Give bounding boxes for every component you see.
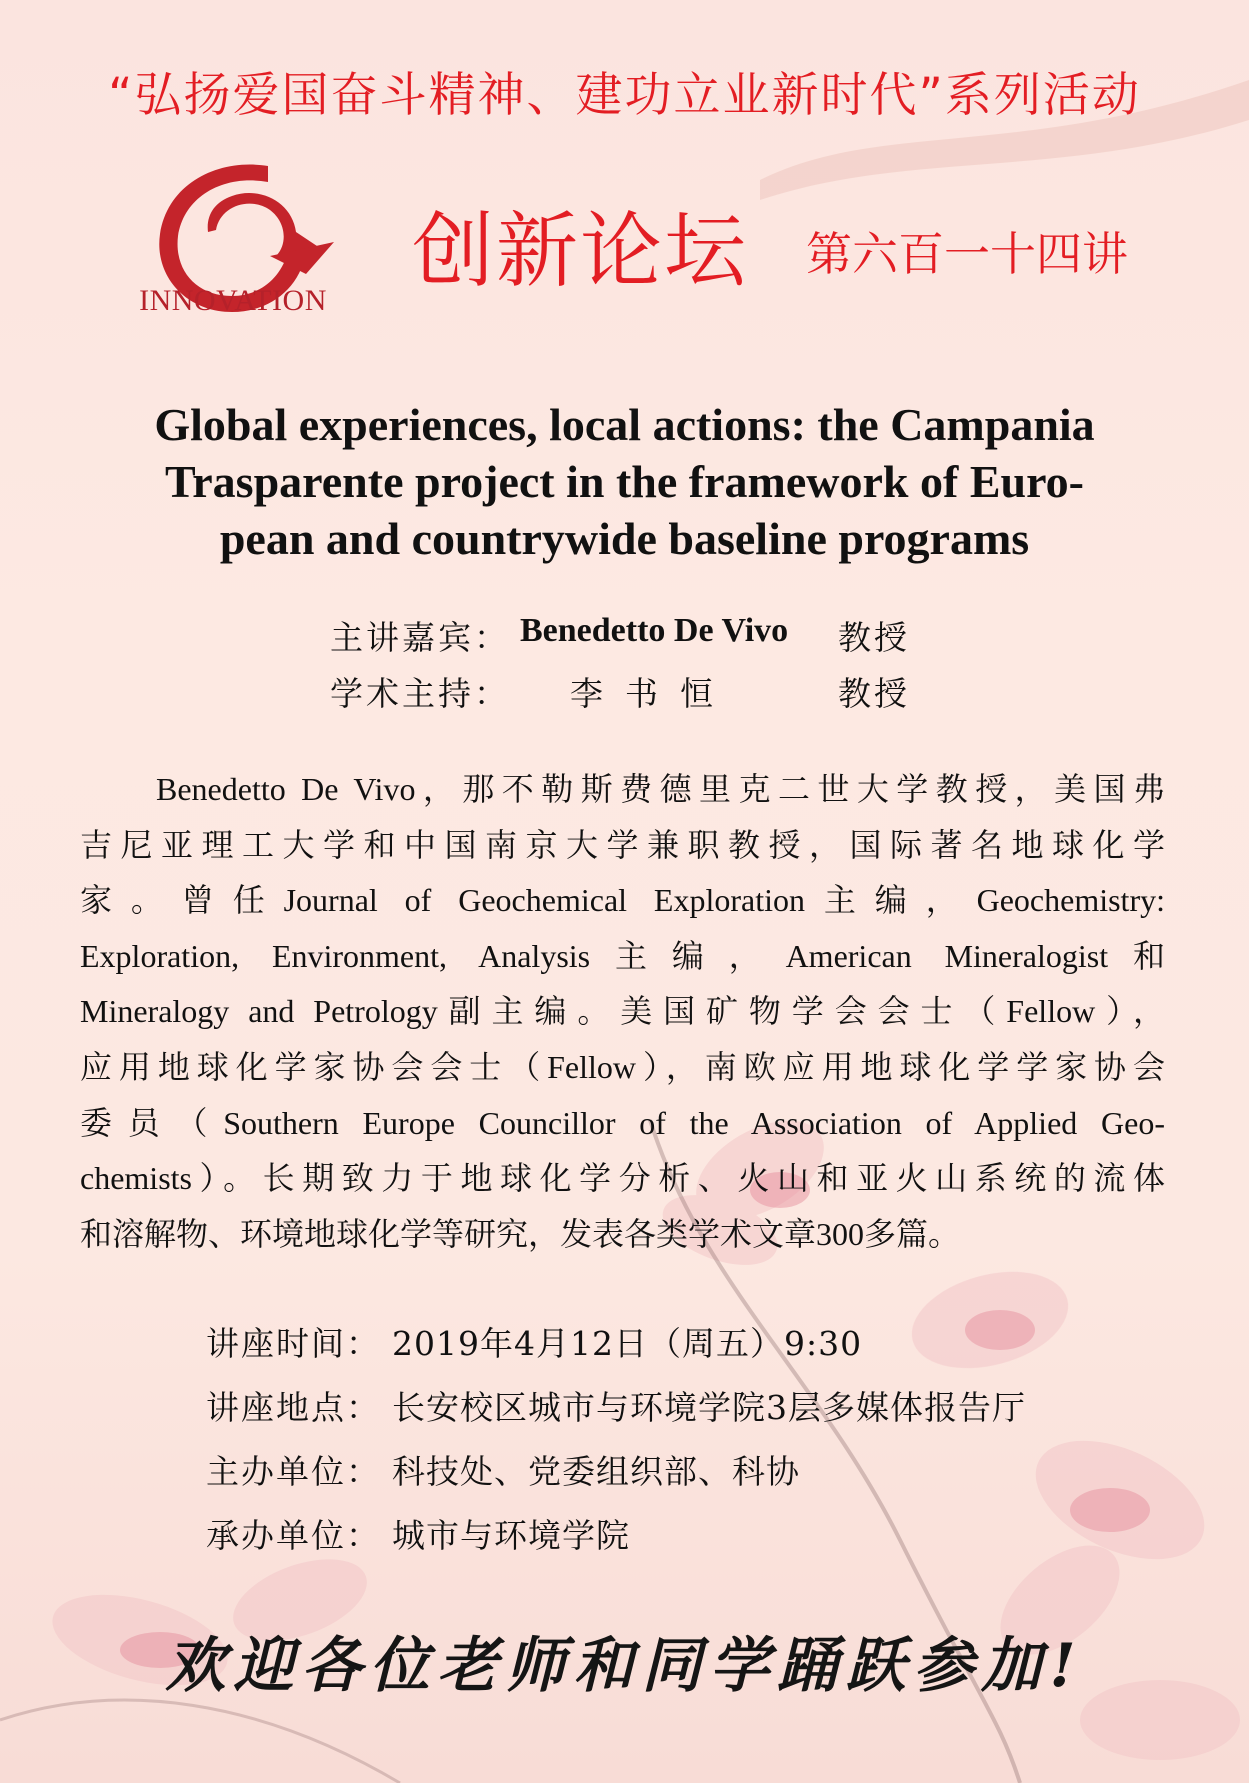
logo-text: INNOVATION — [139, 284, 327, 317]
host-title: 教授 — [838, 674, 910, 713]
host-name: 李书恒 — [570, 674, 735, 713]
bio-line: Mineralogy and Petrology副主编。美国矿物学会会士（Fellow）， — [80, 993, 1165, 1030]
bio-line: Exploration, Environment, Analysis主编，American Mineralogist和 — [80, 937, 1165, 974]
bio-line: chemists）。长期致力于地球化学分析、火山和亚火山系统的流体 — [80, 1160, 1165, 1197]
speaker-name: Benedetto De Vivo — [520, 612, 789, 649]
lecture-number: 第六百一十四讲 — [806, 227, 1128, 281]
time-value: 2019年4月12日（周五）9:30 — [392, 1324, 863, 1363]
speaker-title: 教授 — [838, 618, 910, 657]
host-label: 学术主持： — [330, 674, 510, 713]
talk-title-line: pean and countrywide baseline programs — [219, 513, 1030, 564]
place-label: 讲座地点： — [206, 1388, 381, 1427]
talk-title-line: Trasparente project in the framework of Euro- — [165, 456, 1084, 507]
bio-line: Benedetto De Vivo，那不勒斯费德里克二世大学教授，美国弗 — [156, 771, 1165, 807]
speaker-biography — [80, 762, 1165, 1262]
bio-line: 家。曾任Journal of Geochemical Exploration主编，Geochemistry: — [80, 882, 1165, 919]
host-unit-value: 城市与环境学院 — [392, 1516, 630, 1555]
organizer-label: 主办单位： — [206, 1452, 381, 1491]
talk-title — [60, 396, 1189, 567]
time-label: 讲座时间： — [206, 1324, 381, 1363]
bio-line: 委员（Southern Europe Councillor of the Association of Applied Geo- — [80, 1104, 1165, 1141]
bio-line: 应用地球化学家协会会士（Fellow），南欧应用地球化学学家协会 — [80, 1048, 1165, 1085]
speaker-label: 主讲嘉宾： — [330, 618, 510, 657]
bio-line: 和溶解物、环境地球化学等研究，发表各类学术文章300多篇。 — [80, 1215, 961, 1252]
bio-line: 吉尼亚理工大学和中国南京大学兼职教授，国际著名地球化学 — [80, 826, 1165, 863]
host-unit-label: 承办单位： — [206, 1516, 381, 1555]
place-value: 长安校区城市与环境学院3层多媒体报告厅 — [392, 1388, 1026, 1427]
forum-name: 创新论坛 — [412, 204, 749, 299]
organizer-value: 科技处、党委组织部、科协 — [392, 1452, 800, 1491]
talk-title-line: Global experiences, local actions: the Campania — [154, 399, 1095, 450]
series-title: “弘扬爱国奋斗精神、建功立业新时代”系列活动 — [108, 68, 1141, 123]
welcome-message: 欢迎各位老师和同学踊跃参加! — [165, 1631, 1084, 1701]
